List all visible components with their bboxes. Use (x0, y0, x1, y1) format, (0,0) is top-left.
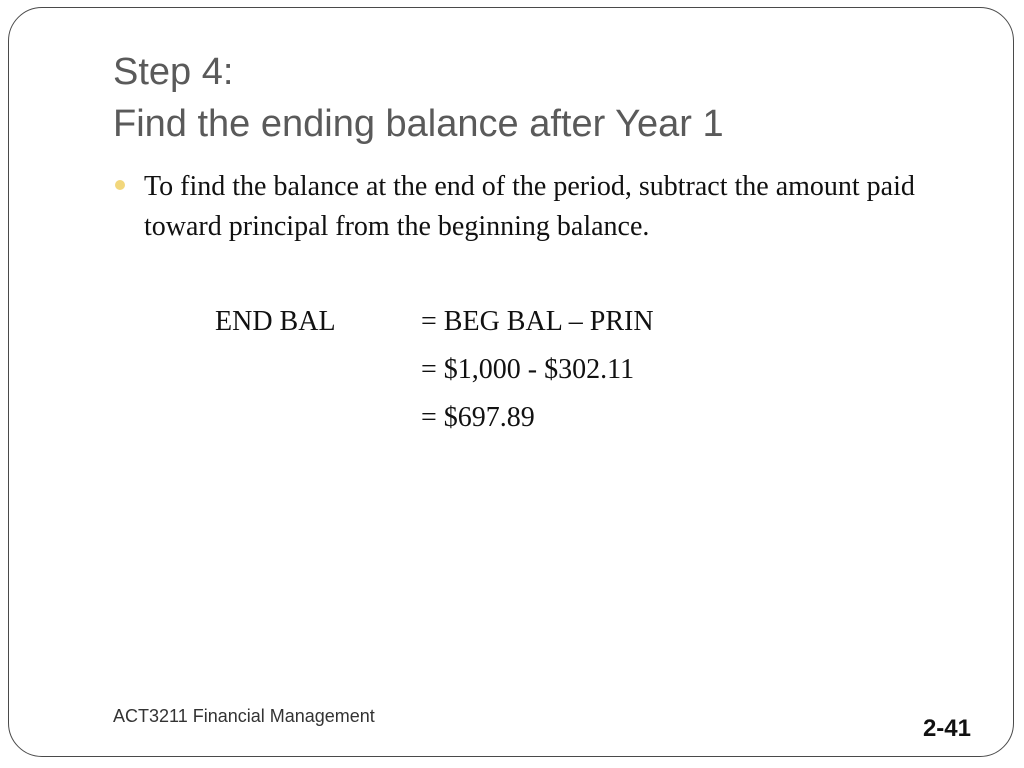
slide-title (113, 46, 724, 150)
title-line-2: Find the ending balance after Year 1 (113, 103, 724, 145)
footer-course-name: ACT3211 Financial Management (113, 706, 375, 726)
equation-line-2: = $1,000 - $302.11 (421, 354, 635, 385)
bullet-text: To find the balance at the end of the period, subtract the amount paid toward principal from the beginning balance. (144, 171, 915, 242)
bullet-dot-icon (115, 180, 125, 190)
equation-lhs: END BAL (215, 306, 336, 337)
equation-line-1: = BEG BAL – PRIN (421, 306, 654, 337)
equation-line-3: = $697.89 (421, 402, 535, 433)
title-line-1: Step 4: (113, 51, 234, 93)
slide-number: 2-41 (922, 715, 971, 742)
